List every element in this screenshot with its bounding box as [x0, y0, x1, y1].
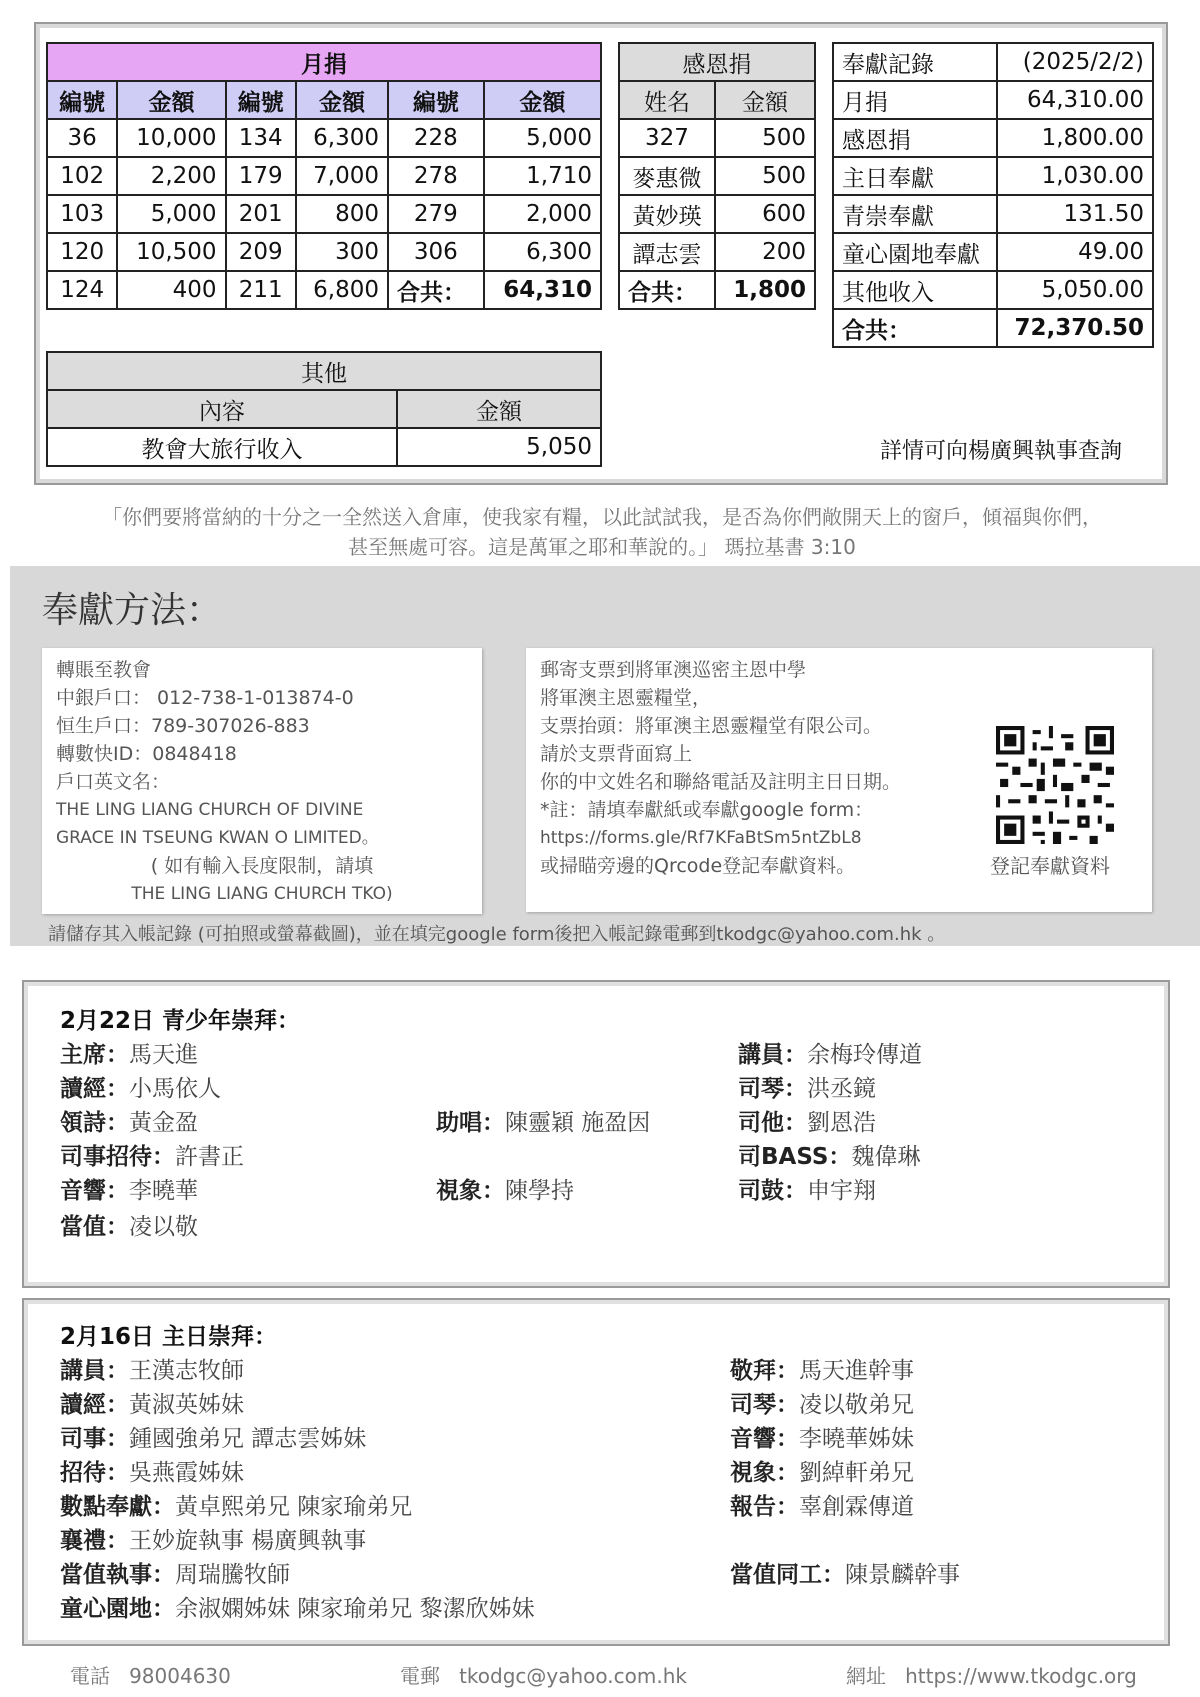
cell: 5,000: [484, 119, 601, 157]
table-row: [47, 195, 601, 233]
total-value: 64,310: [484, 271, 601, 309]
sunday-worship-title: 2月16日 主日崇拜：: [60, 1324, 278, 1350]
cell: 131.50: [997, 195, 1153, 233]
verse-line: 甚至無處可容。這是萬軍之耶和華說的。」 瑪拉基書 3:10: [348, 535, 856, 559]
cell: 2,200: [117, 157, 225, 195]
email-label: 電郵: [400, 1664, 440, 1688]
footer-website: [846, 1660, 1137, 1689]
duty-person: 余淑嫻姊妹 陳家瑜弟兄 黎潔欣姊妹: [175, 1596, 535, 1622]
card-line: 或掃瞄旁邊的Qrcode登記奉獻資料。: [540, 855, 856, 877]
card-line: 支票抬頭：將軍澳主恩靈糧堂有限公司。: [540, 715, 883, 737]
cell: 124: [47, 271, 117, 309]
cell: 7,000: [296, 157, 388, 195]
other-income-table: [46, 351, 602, 467]
duty-person: 余梅玲傳道: [807, 1042, 922, 1068]
thanksgiving-title: 感恩捐: [619, 43, 815, 81]
duty-person: 魏偉琳: [851, 1144, 921, 1170]
duty-item: [730, 1386, 914, 1419]
cell: 6,300: [484, 233, 601, 271]
card-line: 將軍澳主恩靈糧堂，: [540, 687, 712, 709]
bank-transfer-card: [42, 648, 482, 914]
duty-person: 王漢志牧師: [129, 1358, 244, 1384]
table-row: [833, 119, 1153, 157]
offering-records-table: [832, 42, 1154, 348]
duty-item: [738, 1070, 876, 1103]
total-label: 合共：: [388, 271, 484, 309]
records-date: (2025/2/2): [997, 43, 1153, 81]
duty-person: 黃淑英姊妹: [129, 1392, 244, 1418]
duty-item: [730, 1556, 960, 1589]
sunday-worship-section: [22, 1298, 1170, 1646]
duty-role: 當值：: [60, 1214, 129, 1240]
duty-person: 鍾國強弟兄 譚志雲姊妹: [129, 1426, 367, 1452]
table-row: [47, 428, 601, 466]
length-limit-note: THE LING LIANG CHURCH TKO): [131, 884, 393, 904]
column-header: 內容: [47, 390, 397, 428]
duty-role: 童心園地：: [60, 1596, 175, 1622]
card-line: 轉數快ID：0848418: [56, 743, 237, 765]
duty-item: [60, 1104, 198, 1137]
table-row: [47, 271, 601, 309]
cell: 500: [715, 119, 815, 157]
scripture-verse: [52, 502, 1152, 562]
duty-role: 司事招待：: [60, 1144, 175, 1170]
table-row: [619, 271, 815, 309]
cell: 300: [296, 233, 388, 271]
duty-person: 劉綽軒弟兄: [799, 1460, 914, 1486]
cell: 400: [117, 271, 225, 309]
column-header: 金額: [397, 390, 601, 428]
duty-item: [730, 1488, 914, 1521]
table-row: [47, 233, 601, 271]
phone-number[interactable]: 98004630: [129, 1664, 231, 1688]
duty-item: [60, 1556, 290, 1589]
total-label: 合共：: [833, 309, 997, 347]
cell: 64,310.00: [997, 81, 1153, 119]
duty-role: 敬拜：: [730, 1358, 799, 1384]
cell: 5,000: [117, 195, 225, 233]
card-line: 戶口英文名：: [56, 771, 171, 793]
footer-email: [400, 1660, 687, 1689]
other-title: 其他: [47, 352, 601, 390]
duty-role: 音響：: [60, 1178, 129, 1204]
duty-item: [60, 1138, 244, 1171]
duty-role: 講員：: [738, 1042, 807, 1068]
account-english-name: THE LING LIANG CHURCH OF DIVINE: [56, 800, 364, 820]
duty-item: [60, 1070, 221, 1103]
cell: 6,300: [296, 119, 388, 157]
youth-worship-section: [22, 980, 1170, 1288]
cell: 306: [388, 233, 484, 271]
column-header: 金額: [117, 81, 225, 119]
cell: 209: [226, 233, 296, 271]
duty-role: 領詩：: [60, 1110, 129, 1136]
cell: 10,500: [117, 233, 225, 271]
column-header: 編號: [226, 81, 296, 119]
account-english-name: GRACE IN TSEUNG KWAN O LIMITED。: [56, 828, 379, 848]
duty-person: 李曉華: [129, 1178, 198, 1204]
duty-item: [60, 1036, 198, 1069]
cell: 譚志雲: [619, 233, 715, 271]
duty-item: [730, 1420, 914, 1453]
cell: 500: [715, 157, 815, 195]
monthly-title: 月捐: [47, 43, 601, 81]
duty-person: 劉恩浩: [807, 1110, 876, 1136]
cell: 10,000: [117, 119, 225, 157]
duty-item: [60, 1172, 198, 1205]
google-form-link[interactable]: https://forms.gle/Rf7KFaBtSm5ntZbL8: [540, 828, 862, 848]
duty-person: 凌以敬: [129, 1214, 198, 1240]
cell: 36: [47, 119, 117, 157]
duty-role: 數點奉獻：: [60, 1494, 175, 1520]
duty-role: 視象：: [730, 1460, 799, 1486]
total-label: 合共：: [619, 271, 715, 309]
card-line: 你的中文姓名和聯絡電話及註明主日日期。: [540, 771, 902, 793]
duty-role: 讀經：: [60, 1076, 129, 1102]
cell: 1,710: [484, 157, 601, 195]
duty-role: 當值同工：: [730, 1562, 845, 1588]
cell: 228: [388, 119, 484, 157]
cell: 5,050.00: [997, 271, 1153, 309]
cell: 600: [715, 195, 815, 233]
duty-person: 吳燕霞姊妹: [129, 1460, 244, 1486]
card-line: 郵寄支票到將軍澳巡密主恩中學: [540, 659, 807, 681]
records-title: 奉獻記錄: [833, 43, 997, 81]
duty-person: 黃卓熙弟兄 陳家瑜弟兄: [175, 1494, 413, 1520]
cell: 6,800: [296, 271, 388, 309]
duty-role: 司事：: [60, 1426, 129, 1452]
qr-caption: 登記奉獻資料: [990, 854, 1110, 878]
total-value: 1,800: [715, 271, 815, 309]
table-row: [47, 119, 601, 157]
table-row: [833, 195, 1153, 233]
duty-person: 王妙旋執事 楊廣興執事: [129, 1528, 367, 1554]
column-header: 金額: [296, 81, 388, 119]
enquiry-note: 詳情可向楊廣興執事查詢: [880, 439, 1123, 464]
duty-person: 馬天進幹事: [799, 1358, 914, 1384]
column-header: 金額: [484, 81, 601, 119]
cell: 其他收入: [833, 271, 997, 309]
table-row: [619, 119, 815, 157]
table-row: [833, 309, 1153, 347]
duty-item: [738, 1172, 876, 1205]
duty-item: [60, 1386, 244, 1419]
verse-line: 「你們要將當納的十分之一全然送入倉庫，使我家有糧，以此試試我，是否為你們敞開天上的窗戶，傾福與你們，: [102, 505, 1102, 529]
youth-worship-title: 2月22日 青少年崇拜：: [60, 1008, 301, 1034]
table-row: [619, 157, 815, 195]
duty-item: [436, 1104, 650, 1137]
cell: 主日奉獻: [833, 157, 997, 195]
duty-person: 申宇翔: [807, 1178, 876, 1204]
duty-item: [730, 1454, 914, 1487]
total-value: 72,370.50: [997, 309, 1153, 347]
duty-person: 陳景麟幹事: [845, 1562, 960, 1588]
cell: 5,050: [397, 428, 601, 466]
duty-role: 司琴：: [730, 1392, 799, 1418]
duty-role: 當值執事：: [60, 1562, 175, 1588]
duty-item: [738, 1036, 922, 1069]
duty-item: [738, 1104, 876, 1137]
card-line: 恒生戶口：789-307026-883: [56, 715, 310, 737]
cell: 179: [226, 157, 296, 195]
duty-person: 小馬依人: [129, 1076, 221, 1102]
cell: 1,800.00: [997, 119, 1153, 157]
duty-item: [436, 1172, 574, 1205]
table-row: [833, 157, 1153, 195]
cell: 1,030.00: [997, 157, 1153, 195]
duty-role: 助唱：: [436, 1110, 505, 1136]
duty-person: 陳學持: [505, 1178, 574, 1204]
cell: 327: [619, 119, 715, 157]
duty-item: [60, 1590, 535, 1623]
website-link[interactable]: https://www.tkodgc.org: [905, 1664, 1137, 1688]
column-header: 編號: [388, 81, 484, 119]
duty-person: 馬天進: [129, 1042, 198, 1068]
duty-item: [60, 1454, 244, 1487]
duty-role: 讀經：: [60, 1392, 129, 1418]
table-row: [833, 271, 1153, 309]
table-row: [47, 157, 601, 195]
cell: 49.00: [997, 233, 1153, 271]
transfer-record-remark: 請儲存其入帳記錄 (可拍照或螢幕截圖)，並在填完google form後把入帳記錄電郵到tkodgc@yahoo.com.hk 。: [48, 924, 946, 945]
cell: 201: [226, 195, 296, 233]
duty-item: [738, 1138, 920, 1171]
duty-person: 許書正: [175, 1144, 244, 1170]
duty-role: 音響：: [730, 1426, 799, 1452]
duty-role: 襄禮：: [60, 1528, 129, 1554]
duty-person: 周瑞騰牧師: [175, 1562, 290, 1588]
cell: 103: [47, 195, 117, 233]
column-header: 編號: [47, 81, 117, 119]
offering-methods-title: 奉獻方法：: [42, 590, 223, 631]
cell: 211: [226, 271, 296, 309]
cell: 120: [47, 233, 117, 271]
duty-item: [60, 1488, 412, 1521]
duty-role: 司琴：: [738, 1076, 807, 1102]
duty-role: 司他：: [738, 1110, 807, 1136]
cell: 134: [226, 119, 296, 157]
duty-person: 陳靈穎 施盈因: [505, 1110, 651, 1136]
table-row: [619, 195, 815, 233]
table-row: [833, 81, 1153, 119]
phone-label: 電話: [70, 1664, 110, 1688]
cell: 感恩捐: [833, 119, 997, 157]
cell: 278: [388, 157, 484, 195]
cell: 月捐: [833, 81, 997, 119]
cell: 200: [715, 233, 815, 271]
column-header: 金額: [715, 81, 815, 119]
card-line: 中銀戶口： 012-738-1-013874-0: [56, 687, 354, 709]
footer-phone: [70, 1660, 231, 1689]
duty-item: [60, 1522, 366, 1555]
duty-role: 報告：: [730, 1494, 799, 1520]
duty-person: 辜創霖傳道: [799, 1494, 914, 1520]
duty-role: 招待：: [60, 1460, 129, 1486]
duty-person: 李曉華姊妹: [799, 1426, 914, 1452]
duty-role: 主席：: [60, 1042, 129, 1068]
card-line: 轉賬至教會: [56, 659, 152, 681]
thanksgiving-table: [618, 42, 816, 310]
cell: 800: [296, 195, 388, 233]
cell: 102: [47, 157, 117, 195]
cell: 黃妙瑛: [619, 195, 715, 233]
qr-code-icon[interactable]: [995, 726, 1115, 844]
duty-role: 司BASS：: [738, 1144, 852, 1170]
duty-item: [60, 1208, 198, 1241]
table-row: [619, 233, 815, 271]
cell: 青崇奉獻: [833, 195, 997, 233]
duty-role: 視象：: [436, 1178, 505, 1204]
duty-person: 洪丞鏡: [807, 1076, 876, 1102]
cell: 童心園地奉獻: [833, 233, 997, 271]
card-line: *註：請填奉獻紙或奉獻google form：: [540, 799, 874, 821]
length-limit-note: ( 如有輸入長度限制，請填: [150, 855, 374, 877]
cell: 2,000: [484, 195, 601, 233]
duty-person: 凌以敬弟兄: [799, 1392, 914, 1418]
card-line: 請於支票背面寫上: [540, 743, 693, 765]
column-header: 姓名: [619, 81, 715, 119]
duty-person: 黃金盈: [129, 1110, 198, 1136]
duty-item: [730, 1352, 914, 1385]
duty-item: [60, 1420, 366, 1453]
duty-role: 講員：: [60, 1358, 129, 1384]
website-label: 網址: [846, 1664, 886, 1688]
table-row: [833, 233, 1153, 271]
cell: 教會大旅行收入: [47, 428, 397, 466]
duty-item: [60, 1352, 244, 1385]
monthly-donation-table: [46, 42, 602, 310]
cell: 279: [388, 195, 484, 233]
duty-role: 司鼓：: [738, 1178, 807, 1204]
cell: 麥惠微: [619, 157, 715, 195]
email-link[interactable]: tkodgc@yahoo.com.hk: [459, 1664, 687, 1688]
